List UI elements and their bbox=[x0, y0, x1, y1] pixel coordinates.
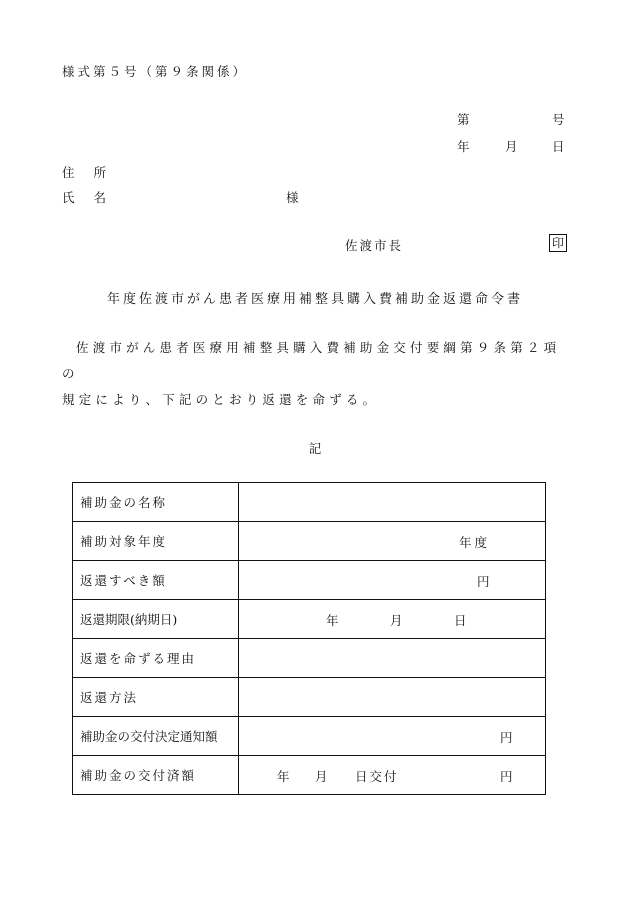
issued-day-unit: 日交付 bbox=[355, 769, 399, 784]
yen-unit: 円 bbox=[500, 730, 513, 745]
row-label: 補助金の名称 bbox=[73, 483, 239, 522]
table-row bbox=[73, 717, 546, 756]
table-row bbox=[73, 522, 546, 561]
issued-year-unit: 年 bbox=[277, 769, 290, 784]
body-line-2: 規定により、下記のとおり返還を命ずる。 bbox=[62, 392, 380, 407]
target-year-field bbox=[239, 522, 546, 561]
deadline-day-unit: 日 bbox=[454, 613, 467, 628]
row-label: 返還すべき額 bbox=[73, 561, 239, 600]
document-number-suffix: 号 bbox=[552, 112, 565, 127]
repayment-reason-field bbox=[239, 639, 546, 678]
row-label: 補助金の交付決定通知額 bbox=[73, 717, 239, 756]
notified-amount-field bbox=[239, 717, 546, 756]
row-label: 補助金の交付済額 bbox=[73, 756, 239, 795]
body-text bbox=[62, 335, 562, 413]
issued-month-unit: 月 bbox=[315, 769, 328, 784]
seal-mark: 印 bbox=[549, 234, 567, 252]
ki-note-heading: 記 bbox=[308, 441, 322, 456]
details-table bbox=[72, 482, 546, 795]
deadline-year-unit: 年 bbox=[326, 613, 339, 628]
address-label: 住所 bbox=[62, 165, 126, 180]
form-number: 様式第５号（第９条関係） bbox=[62, 64, 249, 79]
yen-unit: 円 bbox=[477, 574, 490, 589]
body-line-1: 佐渡市がん患者医療用補整具購入費補助金交付要綱第９条第２項の bbox=[62, 340, 561, 381]
document-number-label: 第 bbox=[457, 112, 470, 127]
repayment-deadline-field bbox=[239, 600, 546, 639]
row-label: 返還方法 bbox=[73, 678, 239, 717]
deadline-month-unit: 月 bbox=[390, 613, 403, 628]
name-label: 氏名 bbox=[62, 190, 126, 205]
table-row bbox=[73, 639, 546, 678]
honorific: 様 bbox=[286, 190, 299, 205]
table-row bbox=[73, 483, 546, 522]
subsidy-name-field bbox=[239, 483, 546, 522]
paid-amount-field bbox=[239, 756, 546, 795]
table-row bbox=[73, 561, 546, 600]
date-year-label: 年 bbox=[457, 139, 470, 154]
table-row bbox=[73, 678, 546, 717]
fiscal-year-unit: 年度 bbox=[459, 535, 491, 550]
date-month-label: 月 bbox=[505, 139, 518, 154]
row-label: 返還期限(納期日) bbox=[73, 600, 239, 639]
date-day-label: 日 bbox=[552, 139, 565, 154]
table-row bbox=[73, 756, 546, 795]
row-label: 補助対象年度 bbox=[73, 522, 239, 561]
yen-unit: 円 bbox=[500, 769, 513, 784]
repayment-amount-field bbox=[239, 561, 546, 600]
issuer-title: 佐渡市長 bbox=[345, 238, 404, 253]
document-title: 年度佐渡市がん患者医療用補整具購入費補助金返還命令書 bbox=[106, 292, 523, 307]
table-row bbox=[73, 600, 546, 639]
repayment-method-field bbox=[239, 678, 546, 717]
row-label: 返還を命ずる理由 bbox=[73, 639, 239, 678]
